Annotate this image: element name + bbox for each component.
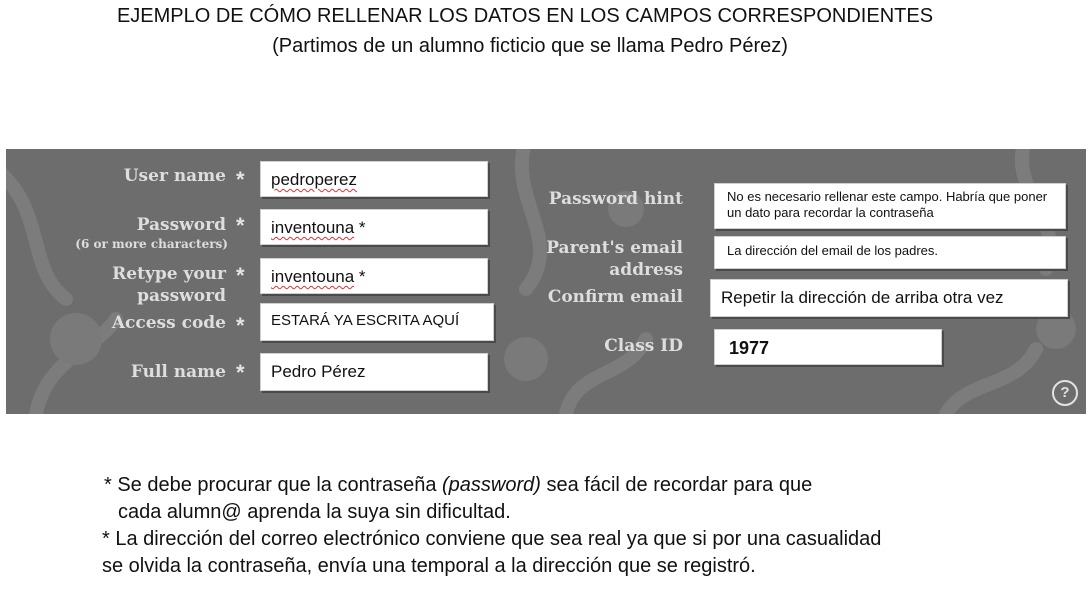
retype-label-line2: password [137, 286, 226, 306]
password-hint-field[interactable] [714, 183, 1066, 229]
retype-password-field[interactable] [260, 258, 488, 294]
parent-email-label-line1: Parent's email [546, 238, 683, 258]
password-label: Password [136, 215, 226, 235]
full-name-value: Pedro Pérez [271, 362, 366, 381]
note-password: * Se debe procurar que la contraseña (password) sea fácil de recordar para que [104, 474, 813, 496]
password-hint-label: Password hint [548, 189, 683, 209]
access-code-field[interactable] [260, 303, 494, 341]
username-field[interactable] [260, 161, 488, 197]
help-icon[interactable]: ? [1052, 380, 1078, 406]
full-name-field[interactable] [260, 353, 488, 391]
confirm-email-value: Repetir la dirección de arriba otra vez [721, 288, 1004, 307]
class-id-label: Class ID [604, 336, 683, 356]
username-required-mark: * [236, 167, 245, 192]
retype-required-mark: * [236, 263, 245, 288]
retype-value: inventouna [271, 267, 355, 286]
access-code-label: Access code [111, 313, 226, 333]
password-hint-value: No es necesario rellenar este campo. Habría que poner un dato para recordar la contraseña [727, 189, 1048, 220]
page-subtitle: (Partimos de un alumno ficticio que se llama Pedro Pérez) [272, 35, 788, 57]
access-code-required-mark: * [236, 313, 245, 338]
username-value: pedroperez [271, 170, 358, 189]
password-field[interactable] [260, 209, 488, 245]
page-title: EJEMPLO DE CÓMO RELLENAR LOS DATOS EN LOS CAMPOS CORRESPONDIENTES [116, 5, 934, 27]
note-password-line2: cada alumn@ aprenda la suya sin dificultad. [118, 501, 511, 523]
retype-note-mark: * [358, 267, 366, 286]
confirm-email-label: Confirm email [547, 287, 683, 307]
note-email-line2: se olvida la contraseña, envía una temporal a la dirección que se registró. [102, 555, 756, 577]
access-code-value: ESTARÁ YA ESCRITA AQUÍ [271, 312, 460, 329]
username-label: User name [123, 166, 226, 186]
note-password-emphasis: (password) [442, 474, 541, 496]
retype-label-line1: Retype your [112, 264, 226, 284]
parent-email-field[interactable] [714, 236, 1066, 269]
full-name-required-mark: * [236, 360, 245, 385]
note-email: * La dirección del correo electrónico conviene que sea real ya que si por una casualidad [102, 528, 882, 550]
password-sublabel: (6 or more characters) [75, 237, 228, 251]
class-id-value: 1977 [729, 338, 770, 358]
password-note-mark: * [358, 218, 366, 237]
password-value: inventouna [271, 218, 355, 237]
confirm-email-field[interactable] [710, 279, 1068, 317]
parent-email-label-line2: address [609, 260, 683, 280]
full-name-label: Full name [130, 362, 226, 382]
signup-form-panel [6, 149, 1086, 414]
parent-email-value: La dirección del email de los padres. [727, 243, 939, 258]
class-id-field[interactable] [714, 329, 942, 365]
password-required-mark: * [236, 213, 245, 238]
